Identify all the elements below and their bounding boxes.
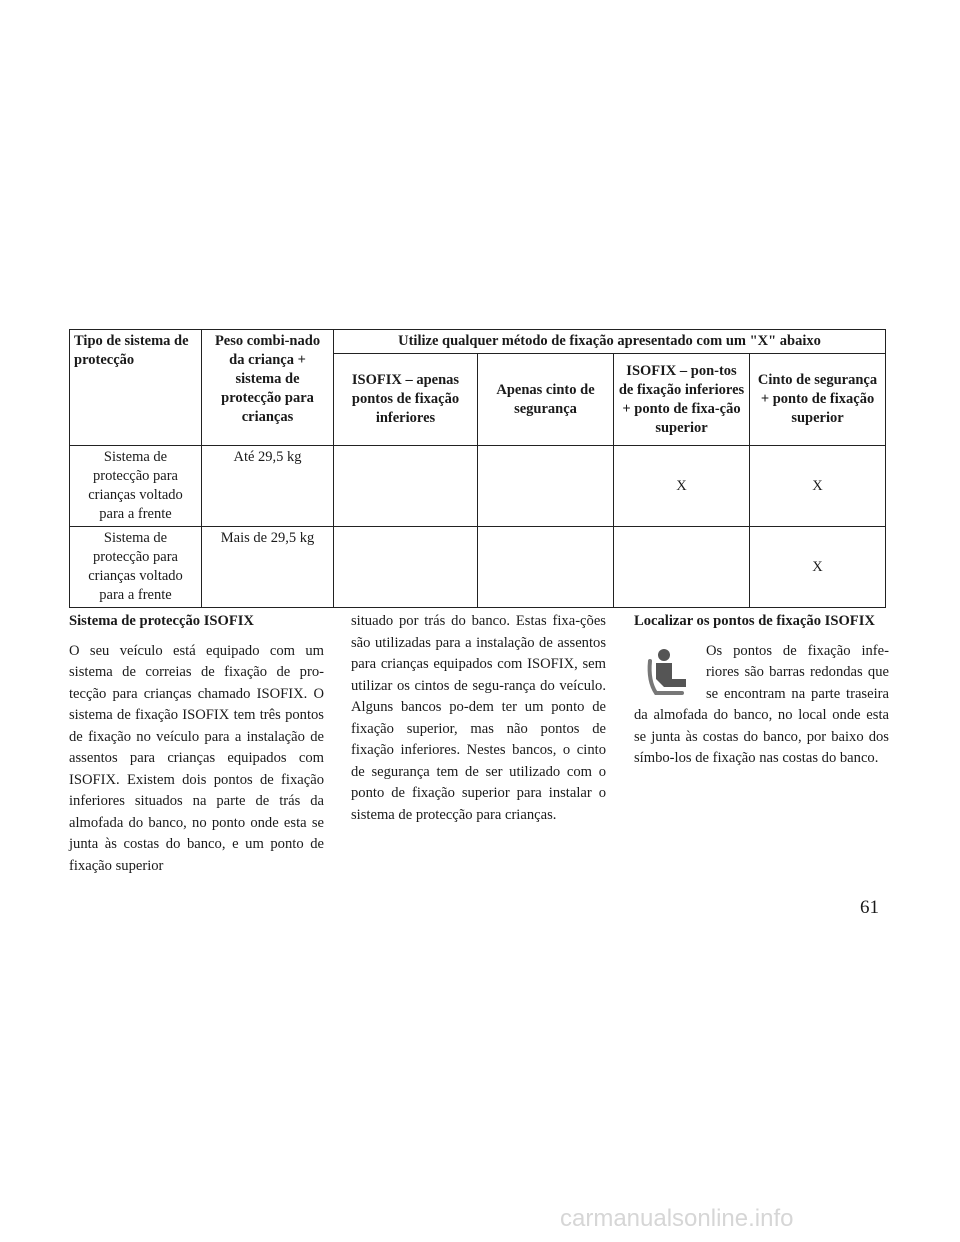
header-method-4: Cinto de segurança + ponto de fixação superior bbox=[750, 354, 886, 446]
header-method-1: ISOFIX – apenas pontos de fixação inferiores bbox=[334, 354, 478, 446]
header-weight: Peso combi-nado da criança + sistema de protecção para crianças bbox=[202, 330, 334, 446]
table-row bbox=[70, 527, 886, 608]
row-mark bbox=[478, 446, 614, 527]
row-weight: Até 29,5 kg bbox=[202, 446, 334, 527]
child-seat-icon bbox=[642, 641, 694, 701]
row-mark bbox=[334, 446, 478, 527]
section-heading-isofix: Sistema de protecção ISOFIX bbox=[69, 613, 254, 629]
header-type: Tipo de sistema de protecção bbox=[70, 330, 202, 446]
header-method-2: Apenas cinto de segurança bbox=[478, 354, 614, 446]
row-weight: Mais de 29,5 kg bbox=[202, 527, 334, 608]
row-mark: X bbox=[750, 527, 886, 608]
section-body-locate: Os pontos de fixação infe-riores são barras redondas que se encontram na parte traseira da almofada do banco, no local onde esta se junta às costas do banco, por baixo dos símbo-los de fixação nas costas do banco. bbox=[634, 642, 889, 766]
row-type: Sistema de protecção para crianças voltado para a frente bbox=[70, 446, 202, 527]
section-heading-locate: Localizar os pontos de fixação ISOFIX bbox=[634, 613, 875, 629]
isofix-compatibility-table bbox=[69, 329, 886, 608]
column-3 bbox=[634, 611, 889, 770]
section-body-isofix: O seu veículo está equipado com um sistema de correias de fixação de pro-tecção para crianças chamado ISOFIX. O sistema de fixação ISOFIX tem três pontos de fixação no veículo para a instalação de assentos para crianças equipados com ISOFIX. Existem dois pontos de fixação inferiores situados na parte de trás da almofada do banco, no ponto onde esta se junta às costas do banco, e um ponto de fixação superior bbox=[69, 642, 324, 874]
row-type: Sistema de protecção para crianças voltado para a frente bbox=[70, 527, 202, 608]
header-method: Utilize qualquer método de fixação apresentado com um "X" abaixo bbox=[334, 330, 886, 354]
section-body-isofix-continued: situado por trás do banco. Estas fixa-ções são utilizadas para a instalação de assentos para crianças equipados com ISOFIX, sem utilizar os cintos de segu-rança do veículo. Alguns bancos po-dem ter um ponto de fixação superior, mas não pontos de fixação inferiores. Nestes bancos, o cinto de segurança tem de ser utilizado com o ponto de fixação superior para instalar o sistema de protecção para crianças. bbox=[351, 613, 606, 823]
row-mark: X bbox=[614, 446, 750, 527]
header-method-3: ISOFIX – pon-tos de fixação inferiores + ponto de fixa-ção superior bbox=[614, 354, 750, 446]
row-mark bbox=[478, 527, 614, 608]
watermark: carmanualsonline.info bbox=[560, 1205, 794, 1232]
column-2 bbox=[351, 611, 606, 826]
page-number: 61 bbox=[860, 897, 879, 918]
row-mark bbox=[334, 527, 478, 608]
row-mark: X bbox=[750, 446, 886, 527]
row-mark bbox=[614, 527, 750, 608]
column-1 bbox=[69, 611, 324, 877]
table-row bbox=[70, 446, 886, 527]
